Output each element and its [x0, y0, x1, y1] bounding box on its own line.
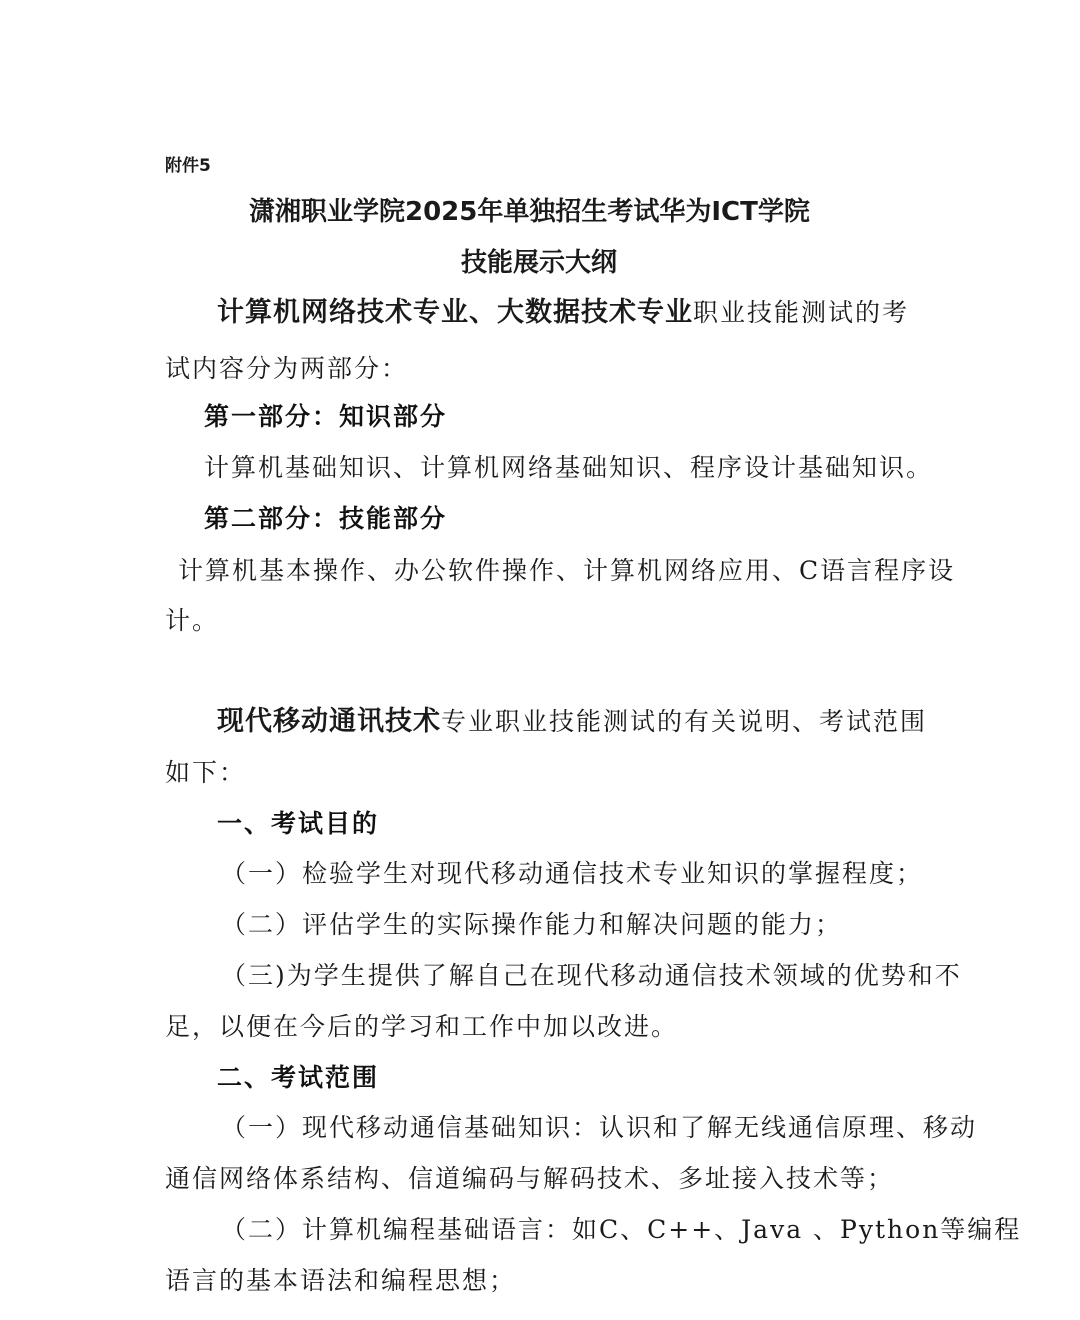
- section2-heading: 二、考试范围: [217, 1063, 380, 1092]
- section1-item: 足，以便在今后的学习和工作中加以改进。: [165, 1012, 679, 1041]
- part-b-intro-line2: 如下：: [165, 758, 247, 787]
- part1-heading: 第一部分：知识部分: [204, 402, 448, 431]
- section2-item: 通信网络体系结构、信道编码与解码技术、多址接入技术等；: [165, 1164, 895, 1193]
- part2-body-line1: 计算机基本操作、办公软件操作、计算机网络应用、C语言程序设: [178, 556, 956, 585]
- section2-item: （二）计算机编程基础语言：如C、C++、Java 、Python等编程: [221, 1215, 1022, 1244]
- part2-body-line2: 计。: [165, 606, 220, 635]
- document-title-line2: 技能展示大纲: [461, 248, 618, 278]
- part-a-intro-rest: 职业技能测试的考: [693, 298, 910, 327]
- document-title-line1: 潇湘职业学院2025年单独招生考试华为ICT学院: [249, 197, 810, 227]
- section1-item: （一）检验学生对现代移动通信技术专业知识的掌握程度；: [221, 859, 924, 888]
- part-a-majors: 计算机网络技术专业、大数据技术专业: [217, 297, 693, 328]
- section1-item: （三)为学生提供了解自己在现代移动通信技术领域的优势和不: [221, 961, 962, 990]
- section2-item: 语言的基本语法和编程思想；: [165, 1266, 517, 1295]
- section1-heading: 一、考试目的: [217, 809, 380, 838]
- part-b-intro: [217, 706, 927, 738]
- part-b-major: 现代移动通讯技术: [217, 706, 441, 737]
- part-a-intro: [217, 297, 909, 329]
- section1-item: （二）评估学生的实际操作能力和解决问题的能力；: [221, 910, 843, 939]
- part2-heading: 第二部分：技能部分: [204, 504, 448, 533]
- part-a-intro-line2: 试内容分为两部分：: [165, 354, 409, 383]
- part-b-intro-rest: 专业职业技能测试的有关说明、考试范围: [441, 707, 928, 736]
- attachment-label: 附件5: [165, 156, 211, 176]
- section2-item: （一）现代移动通信基础知识：认识和了解无线通信原理、移动: [221, 1113, 978, 1142]
- part1-body: 计算机基础知识、计算机网络基础知识、程序设计基础知识。: [204, 453, 934, 482]
